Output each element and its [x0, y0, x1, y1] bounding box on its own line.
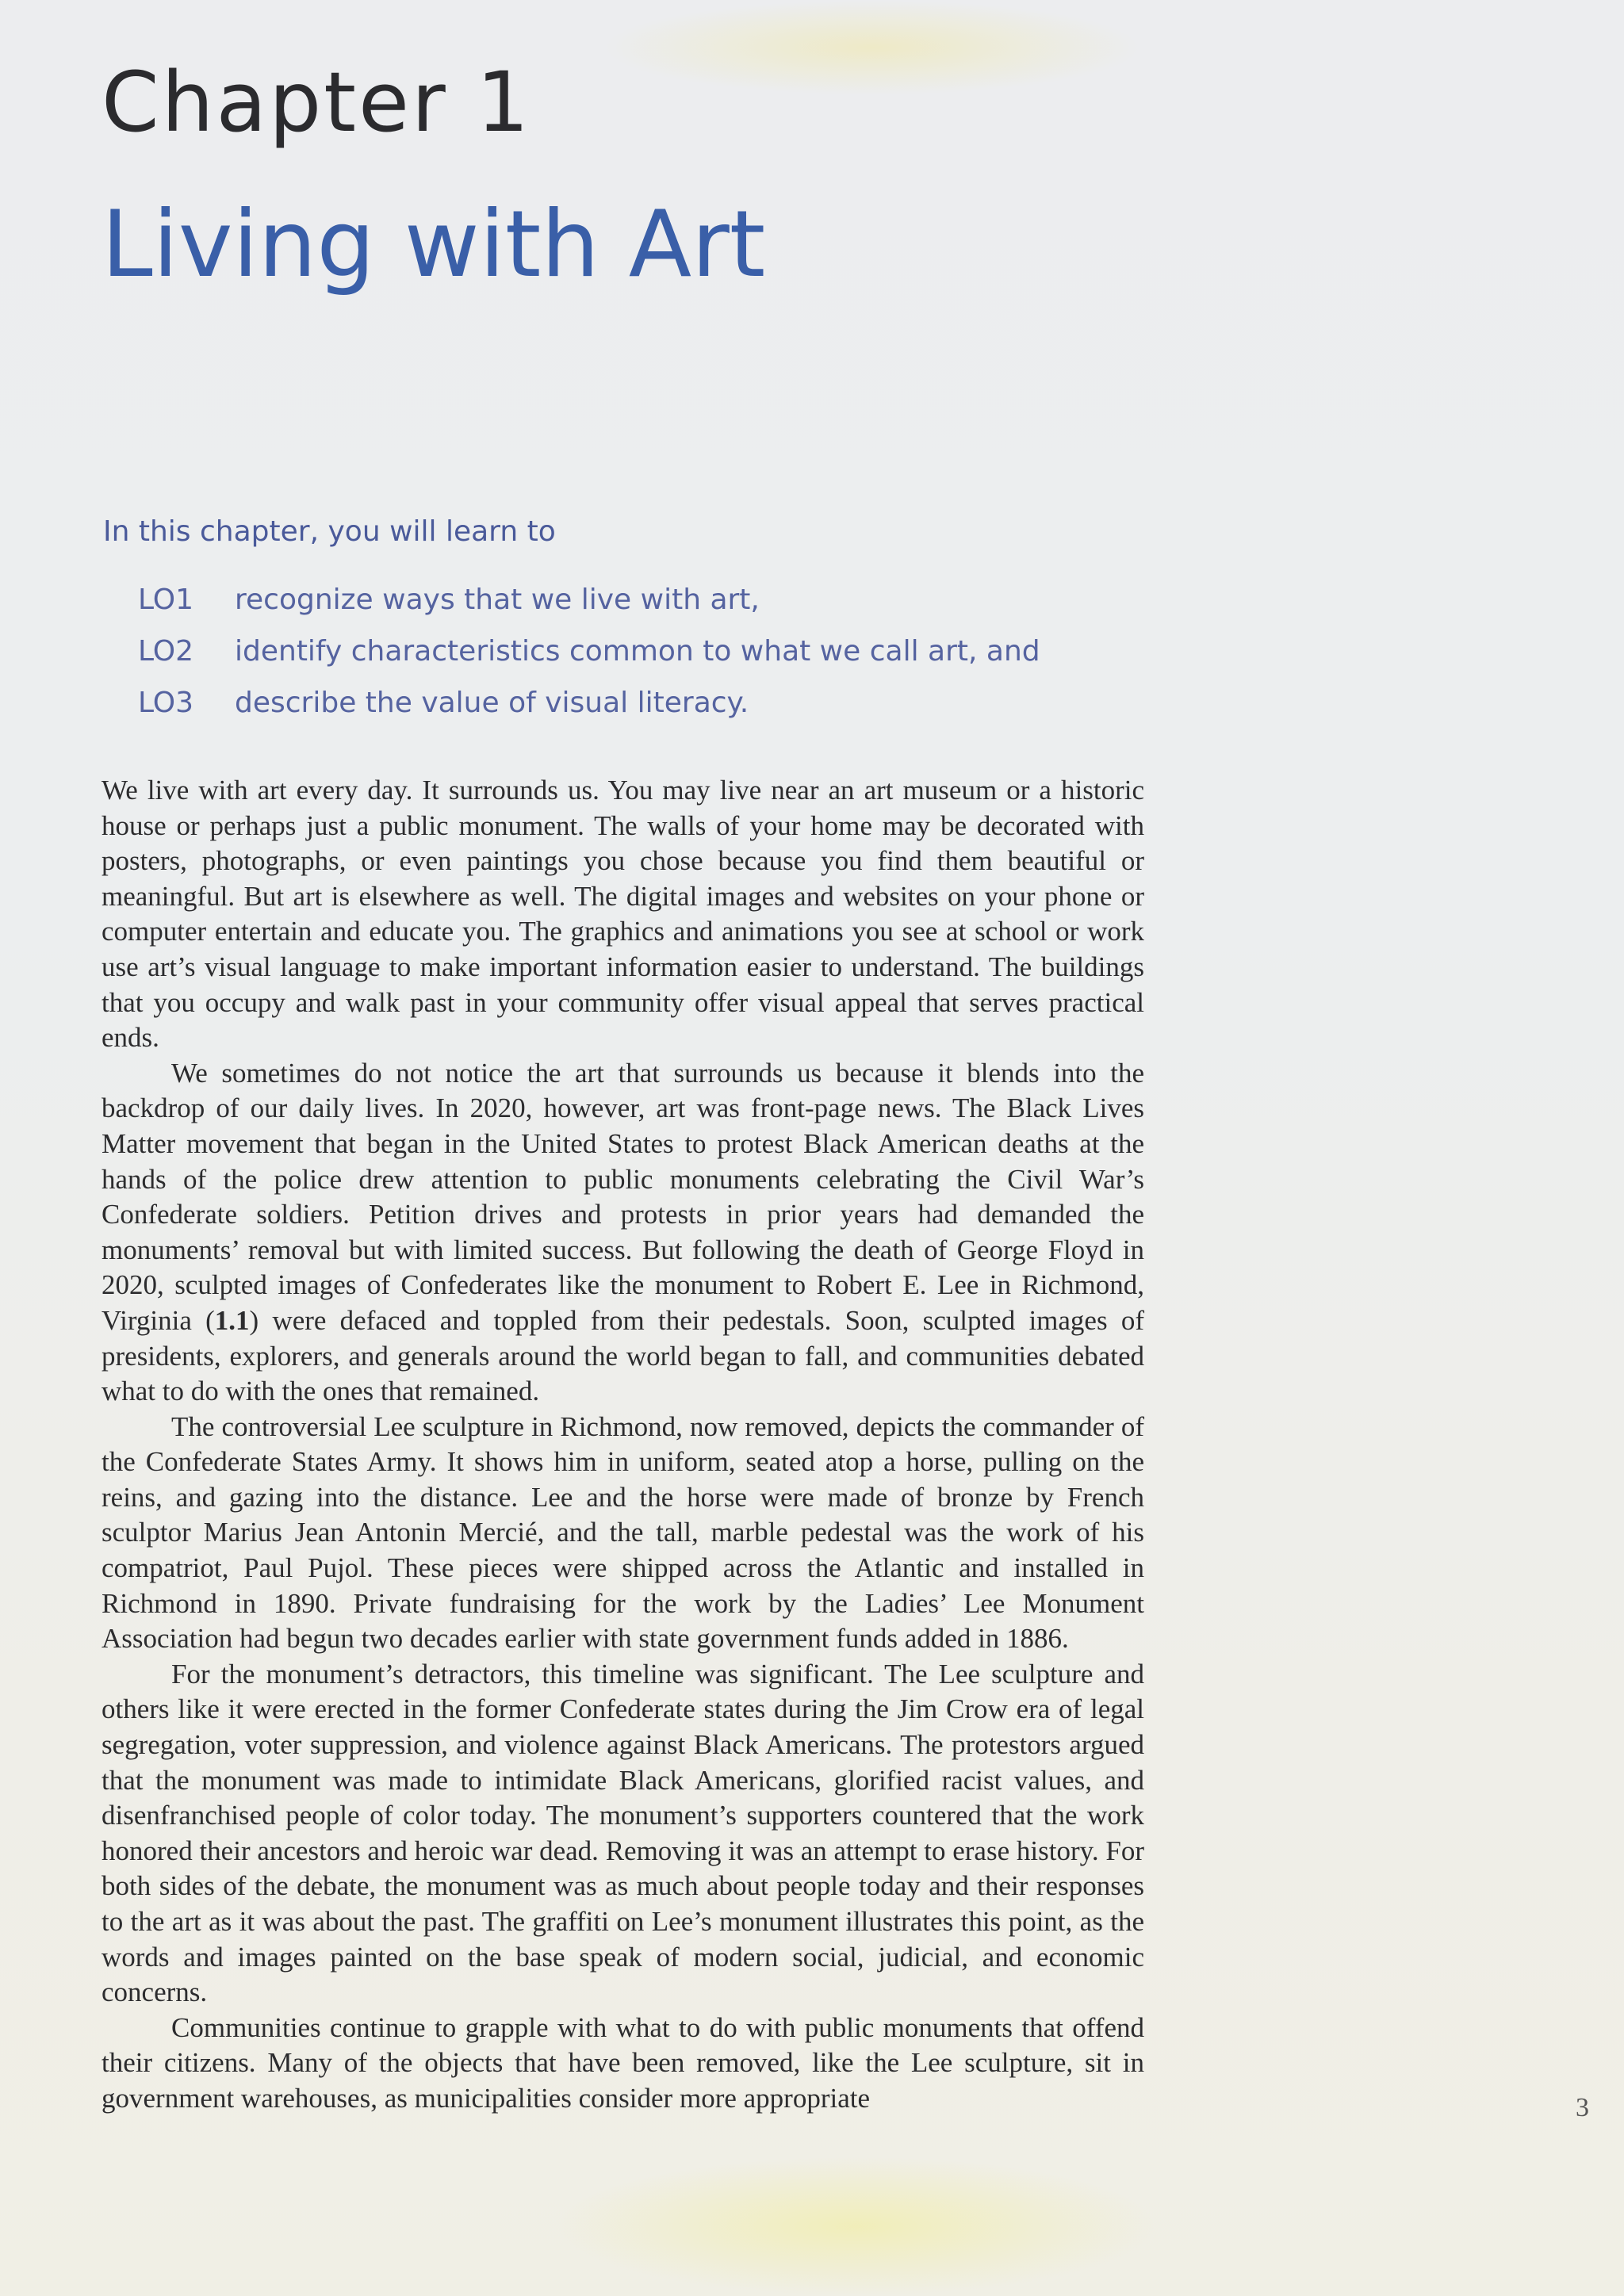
- page-number: 3: [1576, 2093, 1589, 2122]
- chapter-title: Living with Art: [102, 191, 766, 298]
- paragraph: Communities continue to grapple with what to do with public monuments that offend their citizens. Many of the objects that have been removed, like the Lee sculpture, sit in government warehouses, as municipalities consider more appropriate: [102, 2011, 1144, 2114]
- learning-objective: [138, 574, 1090, 626]
- decorative-glow-top: [603, 0, 1142, 95]
- paragraph-text: We sometimes do not notice the art that surrounds us because it blends into the backdrop of our daily lives. In 2020, however, art was front-page news. The Black Lives Matter movement that began in the United States to protest Black American deaths at the hands of the police drew attention to public monuments celebrating the Civil War’s Confederate soldiers. Petition drives and protests in prior years had demanded the monuments’ removal but with limited success. But following the death of George Floyd in 2020, sculpted images of Confederates like the monument to Robert E. Lee in Richmond, Virginia (: [102, 1057, 1144, 1336]
- objective-code: LO1: [138, 584, 194, 616]
- objectives-heading: In this chapter, you will learn to: [103, 515, 556, 548]
- objective-text: describe the value of visual literacy.: [235, 687, 749, 719]
- figure-reference[interactable]: 1.1: [214, 1304, 250, 1336]
- objective-text: identify characteristics common to what we call art, and: [235, 635, 1040, 668]
- objective-code: LO3: [138, 687, 194, 719]
- paragraph: We live with art every day. It surrounds us. You may live near an art museum or a historic house or perhaps just a public monument. The walls of your home may be decorated with posters, photographs, or even paintings you chose because you find them beautiful or meaningful. But art is elsewhere as well. The digital images and websites on your phone or computer entertain and educate you. The graphics and animations you see at school or work use art’s visual language to make important information easier to understand. The buildings that you occupy and walk past in your community offer visual appeal that serves practical ends.: [102, 775, 1144, 1054]
- decorative-glow-bottom: [555, 2156, 1158, 2296]
- paragraph: The controversial Lee sculpture in Richmond, now removed, depicts the commander of the Confederate States Army. It shows him in uniform, seated atop a horse, pulling on the reins, and gazing into the distance. Lee and the horse were made of bronze by French sculptor Marius Jean Antonin Mercié, and the tall, marble pedestal was the work of his compatriot, Paul Pujol. These pieces were shipped across the Atlantic and installed in Richmond in 1890. Private fundraising for the work by the Ladies’ Lee Monument Association had begun two decades earlier with state government funds added in 1886.: [102, 1410, 1144, 1655]
- learning-objective: [138, 626, 1090, 677]
- paragraph: [102, 1056, 1144, 1410]
- body-text: [102, 773, 1144, 2117]
- learning-objectives-list: [138, 574, 1090, 729]
- objective-code: LO2: [138, 635, 194, 668]
- paragraph-text: ) were defaced and toppled from their pedestals. Soon, sculpted images of presidents, explorers, and generals around the world began to fall, and communities debated what to do with the ones that remained.: [102, 1304, 1144, 1407]
- learning-objective: [138, 677, 1090, 729]
- chapter-label: Chapter 1: [102, 54, 532, 151]
- objective-text: recognize ways that we live with art,: [235, 584, 760, 616]
- paragraph: For the monument’s detractors, this timeline was significant. The Lee sculpture and others like it were erected in the former Confederate states during the Jim Crow era of legal segregation, voter suppression, and violence against Black Americans. The protestors argued that the monument was made to intimidate Black Americans, glorified racist values, and disenfranchised people of color today. The monument’s supporters countered that the work honored their ancestors and heroic war dead. Removing it was an attempt to erase history. For both sides of the debate, the monument was as much about people today and their responses to the art as it was about the past. The graffiti on Lee’s monument illustrates this point, as the words and images painted on the base speak of modern social, judicial, and economic concerns.: [102, 1658, 1144, 2008]
